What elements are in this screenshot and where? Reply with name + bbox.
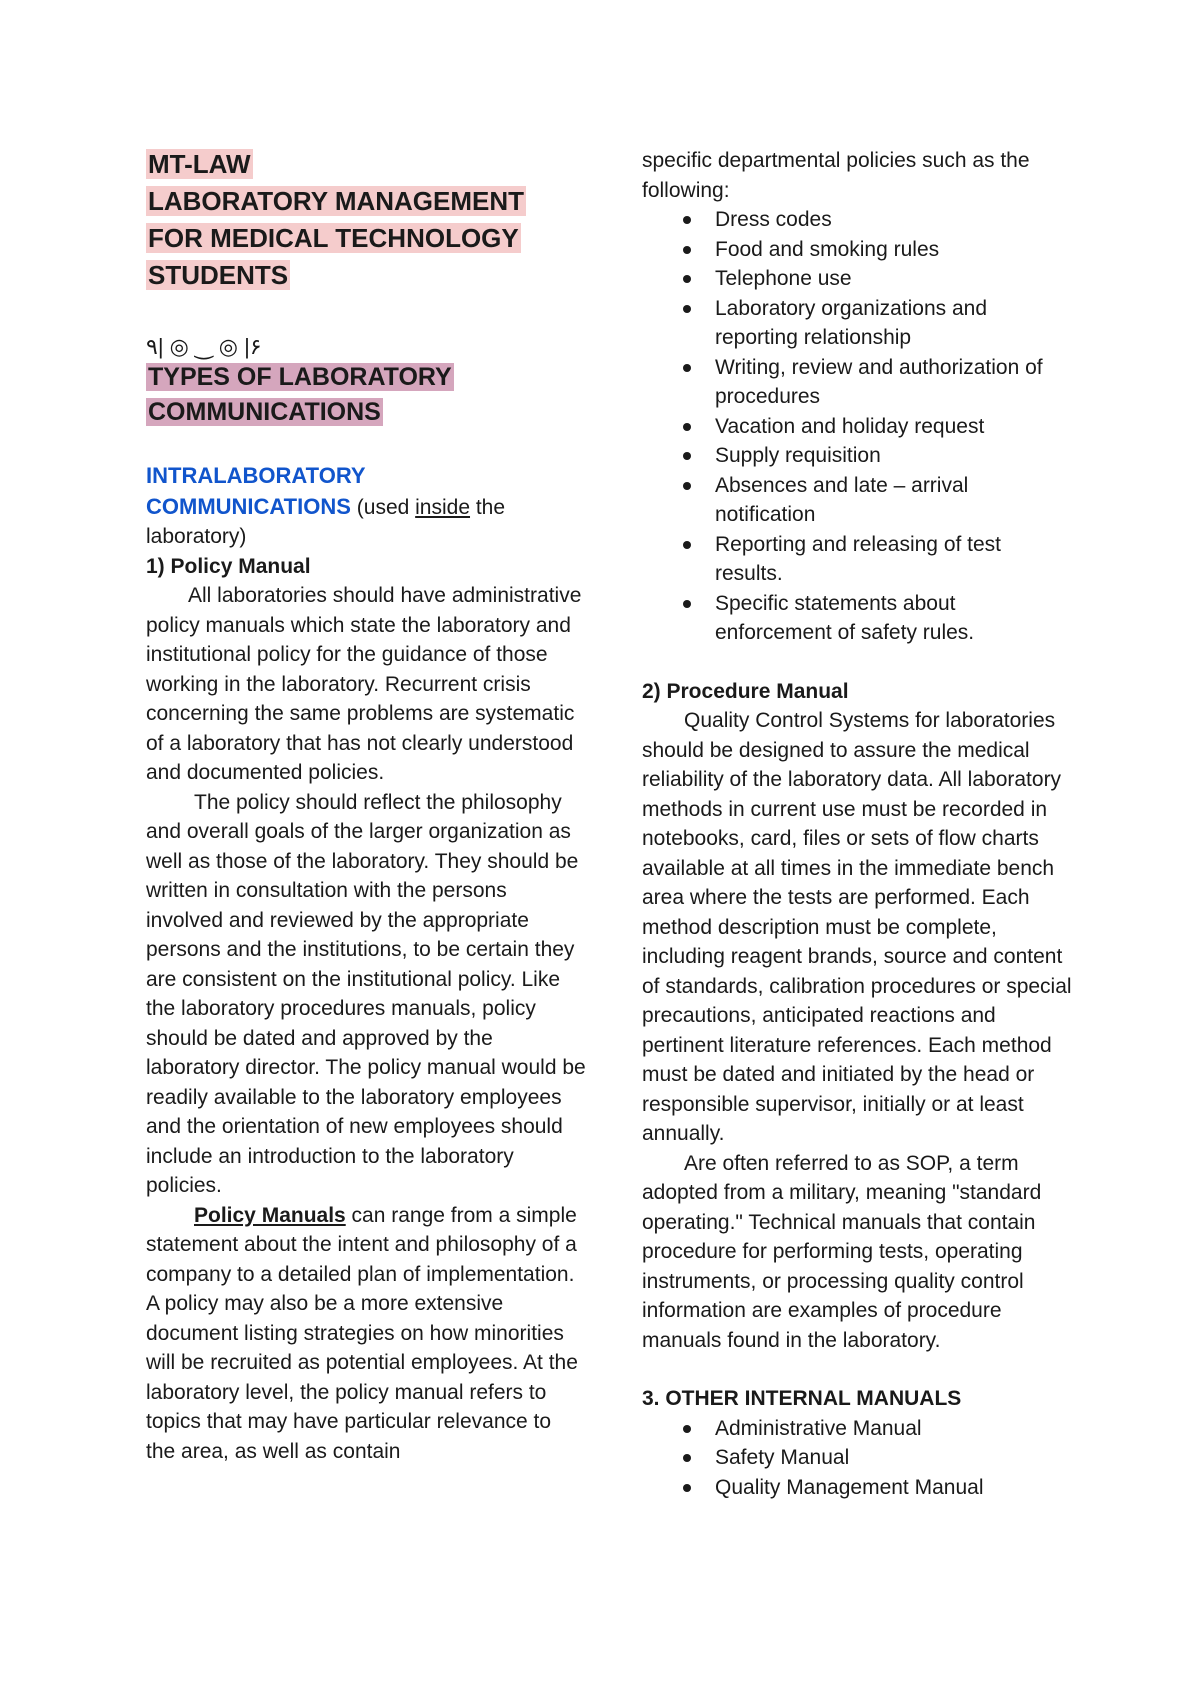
list-item: Supply requisition <box>642 441 1072 471</box>
title-line-1: MT-LAW <box>148 149 251 179</box>
intra-heading-line-2: COMMUNICATIONS <box>146 493 351 519</box>
policy-paragraph-1: All laboratories should have administrative policy manuals which state the laboratory and institutional policy for the guidance of those working in the laboratory. Recurrent crisis concerning the same problems are systematic of a laboratory that has not clearly understood and documented policies. <box>146 584 582 784</box>
policy-paragraph-2: The policy should reflect the philosophy and overall goals of the larger organization as well as those of the laboratory. They should be written in consultation with the persons involved and reviewed by the appropriate persons and the institutions, to be certain they are consistent on the institutional policy. Like the laboratory procedures manuals, policy should be dated and approved by the laboratory director. The policy manual would be readily available to the laboratory employees and the orientation of new employees should include an introduction to the laboratory policies. <box>146 790 586 1197</box>
intra-heading-line-1: INTRALABORATORY <box>146 463 366 488</box>
list-item: Writing, review and authorization of procedures <box>642 353 1072 412</box>
list-item: Dress codes <box>642 205 1072 235</box>
list-item: Specific statements about enforcement of safety rules. <box>642 589 1072 648</box>
procedure-paragraph-1: Quality Control Systems for laboratories should be designed to assure the medical reliability of the laboratory data. All laboratory methods in current use must be recorded in notebooks, card, files or sets of flow charts available at all times in the immediate bench area where the tests are performed. Each method description must be complete, including reagent brands, source and content of standards, calibration procedures or special precautions, anticipated reactions and pertinent literature references. Each method must be dated and initiated by the head or responsible supervisor, initially or at least annually. <box>642 709 1072 1145</box>
left-column <box>146 146 586 1466</box>
list-item: Vacation and holiday request <box>642 412 1072 442</box>
procedure-manual-heading: 2) Procedure Manual <box>642 679 849 703</box>
other-manuals-heading: 3. OTHER INTERNAL MANUALS <box>642 1387 962 1410</box>
policy-paragraph-3 <box>146 1201 586 1467</box>
document-title <box>146 146 586 294</box>
title-line-4: STUDENTS <box>148 260 289 290</box>
list-item: Reporting and releasing of test results. <box>642 530 1072 589</box>
title-line-3: FOR MEDICAL TECHNOLOGY <box>148 223 519 253</box>
section-heading <box>146 360 586 430</box>
policy-manual-heading: 1) Policy Manual <box>146 554 311 578</box>
intralaboratory-heading <box>146 461 586 552</box>
list-item: Administrative Manual <box>642 1414 1072 1444</box>
intra-note-pre: (used <box>356 495 416 519</box>
procedure-paragraph-2: Are often referred to as SOP, a term adopted from a military, meaning "standard operating." Technical manuals that contain procedure for performing tests, operating instruments, or processing quality control information are examples of procedure manuals found in the laboratory. <box>642 1151 1042 1352</box>
policy-paragraph-3-text: can range from a simple statement about the intent and philosophy of a company to a detailed plan of implementation. A policy may also be a more extensive document listing strategies on how minorities will be recruited as potential employees. At the laboratory level, the policy manual refers to topics that may have particular relevance to the area, as well as contain <box>146 1203 578 1463</box>
list-item: Telephone use <box>642 264 1072 294</box>
section-heading-line-1: TYPES OF LABORATORY <box>148 363 452 391</box>
kaomoji: ٩| ◎ ‿ ◎ |۶ <box>146 334 262 359</box>
title-line-2: LABORATORY MANAGEMENT <box>148 186 525 216</box>
list-item: Laboratory organizations and reporting relationship <box>642 294 1072 353</box>
policy-paragraph-3-continued: specific departmental policies such as the following: <box>642 149 1030 202</box>
intra-note-underlined: inside <box>415 495 471 519</box>
policy-topics-list <box>642 205 1072 648</box>
section-heading-line-2: COMMUNICATIONS <box>148 398 381 426</box>
list-item: Quality Management Manual <box>642 1473 1072 1503</box>
list-item: Food and smoking rules <box>642 235 1072 265</box>
policy-manuals-link: Policy Manuals <box>194 1203 346 1227</box>
list-item: Safety Manual <box>642 1443 1072 1473</box>
intra-note-post: the laboratory) <box>146 495 506 548</box>
right-column <box>642 146 1072 1502</box>
other-manuals-list <box>642 1414 1072 1503</box>
list-item: Absences and late – arrival notification <box>642 471 1072 530</box>
